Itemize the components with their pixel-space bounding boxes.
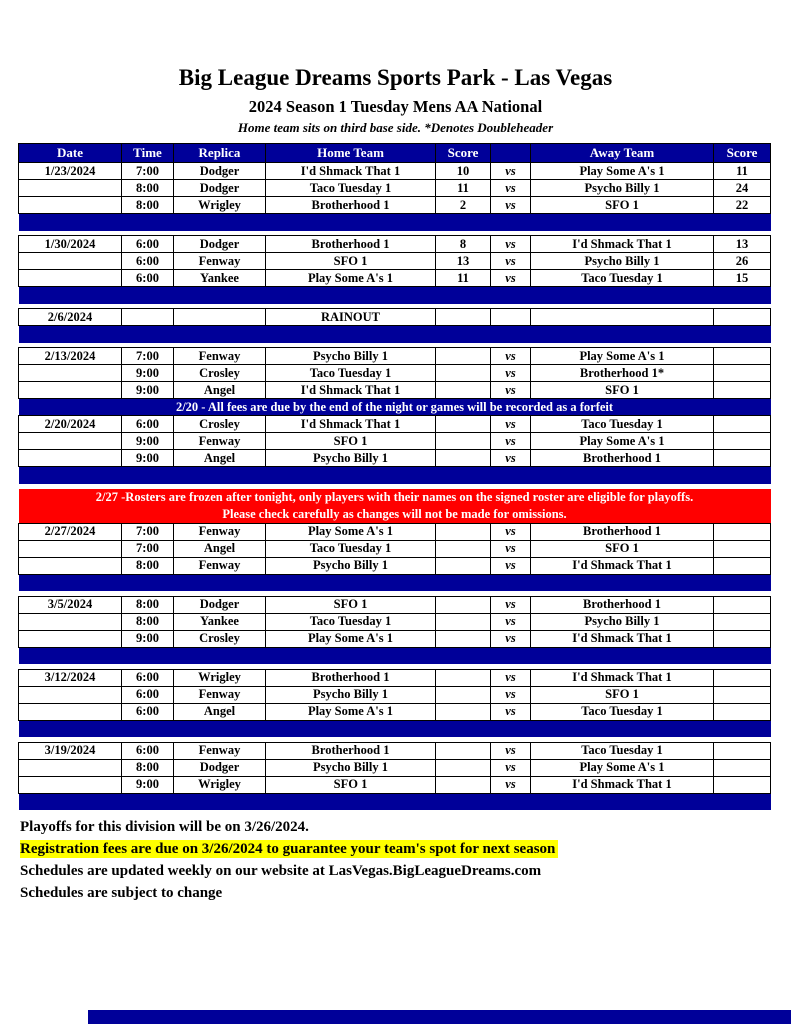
replica-cell: Angel (174, 540, 266, 557)
replica-cell: Dodger (174, 163, 266, 180)
time-cell: 6:00 (122, 703, 174, 720)
schedule-table (18, 143, 771, 810)
away-team-cell: I'd Shmack That 1 (531, 776, 714, 793)
date-cell (19, 557, 122, 574)
game-row (19, 540, 771, 557)
page-subtitle: 2024 Season 1 Tuesday Mens AA National (248, 97, 543, 116)
vs-cell: vs (491, 180, 531, 197)
replica-cell: Fenway (174, 686, 266, 703)
home-score-cell (436, 557, 491, 574)
away-score-cell: 26 (714, 253, 771, 270)
column-header-score: Score (714, 144, 771, 163)
footer-note-text: Schedules are updated weekly on our website at LasVegas.BigLeagueDreams.com (20, 863, 542, 879)
home-score-cell (436, 596, 491, 613)
date-cell (19, 433, 122, 450)
home-score-cell (436, 348, 491, 365)
game-row (19, 759, 771, 776)
bottom-blue-bar (88, 1010, 791, 1024)
roster-freeze-note-row (19, 489, 771, 524)
home-team-cell: Psycho Billy 1 (266, 557, 436, 574)
time-cell: 8:00 (122, 613, 174, 630)
away-team-cell (531, 309, 714, 326)
separator-row (19, 287, 771, 304)
home-team-cell: Psycho Billy 1 (266, 759, 436, 776)
fees-due-note-text: 2/20 - All fees are due by the end of the night or games will be recorded as a forfeit (19, 399, 771, 416)
vs-cell: vs (491, 416, 531, 433)
home-team-cell: Play Some A's 1 (266, 270, 436, 287)
date-cell: 2/20/2024 (19, 416, 122, 433)
away-team-cell: SFO 1 (531, 686, 714, 703)
away-team-cell: Play Some A's 1 (531, 433, 714, 450)
time-cell: 8:00 (122, 596, 174, 613)
away-score-cell (714, 557, 771, 574)
time-cell: 6:00 (122, 742, 174, 759)
away-score-cell (714, 523, 771, 540)
home-team-cell: Psycho Billy 1 (266, 450, 436, 467)
vs-cell: vs (491, 450, 531, 467)
vs-cell: vs (491, 253, 531, 270)
away-team-cell: Play Some A's 1 (531, 163, 714, 180)
replica-cell: Wrigley (174, 776, 266, 793)
vs-cell: vs (491, 348, 531, 365)
home-score-cell (436, 433, 491, 450)
away-score-cell (714, 742, 771, 759)
date-cell (19, 686, 122, 703)
replica-cell (174, 309, 266, 326)
home-team-cell: SFO 1 (266, 253, 436, 270)
vs-cell: vs (491, 433, 531, 450)
home-team-cell: I'd Shmack That 1 (266, 163, 436, 180)
time-cell: 9:00 (122, 776, 174, 793)
home-team-note: Home team sits on third base side. *Denotes Doubleheader (237, 120, 554, 135)
home-score-cell (436, 669, 491, 686)
rainout-row (19, 309, 771, 326)
away-team-cell: Taco Tuesday 1 (531, 270, 714, 287)
game-row (19, 523, 771, 540)
date-cell (19, 270, 122, 287)
replica-cell: Angel (174, 703, 266, 720)
roster-freeze-note-text (19, 489, 771, 524)
vs-cell: vs (491, 197, 531, 214)
home-score-cell (436, 613, 491, 630)
vs-cell (491, 309, 531, 326)
away-team-cell: Play Some A's 1 (531, 348, 714, 365)
date-cell: 3/12/2024 (19, 669, 122, 686)
footer-line (20, 882, 791, 904)
away-team-cell: Brotherhood 1 (531, 450, 714, 467)
away-score-cell (714, 613, 771, 630)
date-cell (19, 703, 122, 720)
home-score-cell (436, 450, 491, 467)
home-score-cell (436, 686, 491, 703)
vs-cell: vs (491, 163, 531, 180)
date-cell (19, 197, 122, 214)
away-score-cell (714, 348, 771, 365)
vs-cell: vs (491, 270, 531, 287)
table-header-row (19, 144, 771, 163)
home-score-cell: 2 (436, 197, 491, 214)
game-row (19, 703, 771, 720)
time-cell: 8:00 (122, 180, 174, 197)
footer-note-text: Playoffs for this division will be on 3/26/2024. (20, 819, 309, 835)
replica-cell: Fenway (174, 523, 266, 540)
home-team-cell: Taco Tuesday 1 (266, 180, 436, 197)
footer-line (20, 838, 791, 860)
time-cell: 9:00 (122, 450, 174, 467)
home-score-cell: 11 (436, 180, 491, 197)
game-row (19, 557, 771, 574)
separator-row (19, 326, 771, 343)
date-cell: 3/5/2024 (19, 596, 122, 613)
away-team-cell: Psycho Billy 1 (531, 613, 714, 630)
replica-cell: Crosley (174, 630, 266, 647)
date-cell (19, 365, 122, 382)
separator-row (19, 720, 771, 737)
column-header-vs (491, 144, 531, 163)
away-team-cell: Taco Tuesday 1 (531, 742, 714, 759)
vs-cell: vs (491, 236, 531, 253)
home-score-cell: 13 (436, 253, 491, 270)
home-team-cell: SFO 1 (266, 596, 436, 613)
replica-cell: Angel (174, 450, 266, 467)
column-header-time: Time (122, 144, 174, 163)
away-score-cell (714, 703, 771, 720)
away-team-cell: Play Some A's 1 (531, 759, 714, 776)
away-score-cell (714, 686, 771, 703)
game-row (19, 630, 771, 647)
home-team-cell: Taco Tuesday 1 (266, 365, 436, 382)
date-cell (19, 180, 122, 197)
home-team-cell: I'd Shmack That 1 (266, 416, 436, 433)
away-score-cell (714, 540, 771, 557)
time-cell: 6:00 (122, 253, 174, 270)
game-row (19, 365, 771, 382)
game-row (19, 348, 771, 365)
away-score-cell (714, 416, 771, 433)
replica-cell: Dodger (174, 596, 266, 613)
home-score-cell (436, 776, 491, 793)
footer-note-text: Schedules are subject to change (20, 885, 223, 901)
blue-divider (19, 287, 771, 304)
separator-row (19, 214, 771, 231)
game-row (19, 382, 771, 399)
time-cell: 8:00 (122, 759, 174, 776)
away-team-cell: Psycho Billy 1 (531, 253, 714, 270)
separator-row (19, 574, 771, 591)
time-cell (122, 309, 174, 326)
away-team-cell: Brotherhood 1 (531, 596, 714, 613)
game-row (19, 450, 771, 467)
game-row (19, 163, 771, 180)
footer-line (20, 816, 791, 838)
date-cell: 2/6/2024 (19, 309, 122, 326)
home-team-cell: SFO 1 (266, 776, 436, 793)
away-team-cell: SFO 1 (531, 382, 714, 399)
game-row (19, 197, 771, 214)
away-score-cell (714, 596, 771, 613)
date-cell: 2/13/2024 (19, 348, 122, 365)
game-row (19, 613, 771, 630)
home-score-cell (436, 742, 491, 759)
away-score-cell (714, 382, 771, 399)
time-cell: 9:00 (122, 630, 174, 647)
away-score-cell (714, 309, 771, 326)
date-cell: 3/19/2024 (19, 742, 122, 759)
game-row (19, 180, 771, 197)
blue-divider (19, 647, 771, 664)
date-cell (19, 253, 122, 270)
away-team-cell: Psycho Billy 1 (531, 180, 714, 197)
registration-fees-highlighted-note: Registration fees are due on 3/26/2024 to guarantee your team's spot for next season (20, 840, 558, 858)
vs-cell: vs (491, 382, 531, 399)
time-cell: 8:00 (122, 197, 174, 214)
column-header-away-team: Away Team (531, 144, 714, 163)
date-cell (19, 759, 122, 776)
game-row (19, 236, 771, 253)
home-team-cell: Play Some A's 1 (266, 630, 436, 647)
away-score-cell: 15 (714, 270, 771, 287)
away-team-cell: Brotherhood 1 (531, 523, 714, 540)
replica-cell: Crosley (174, 416, 266, 433)
date-cell (19, 382, 122, 399)
vs-cell: vs (491, 557, 531, 574)
time-cell: 6:00 (122, 270, 174, 287)
vs-cell: vs (491, 365, 531, 382)
home-team-cell: Brotherhood 1 (266, 197, 436, 214)
vs-cell: vs (491, 613, 531, 630)
time-cell: 9:00 (122, 433, 174, 450)
date-cell: 1/30/2024 (19, 236, 122, 253)
time-cell: 9:00 (122, 365, 174, 382)
game-row (19, 270, 771, 287)
game-row (19, 596, 771, 613)
separator-row (19, 647, 771, 664)
vs-cell: vs (491, 523, 531, 540)
separator-row (19, 467, 771, 484)
away-team-cell: Brotherhood 1* (531, 365, 714, 382)
home-score-cell (436, 759, 491, 776)
vs-cell: vs (491, 742, 531, 759)
away-score-cell (714, 759, 771, 776)
date-cell (19, 540, 122, 557)
replica-cell: Dodger (174, 236, 266, 253)
footer-notes (20, 816, 791, 904)
replica-cell: Yankee (174, 613, 266, 630)
page-title: Big League Dreams Sports Park - Las Vegas (178, 65, 613, 90)
away-team-cell: I'd Shmack That 1 (531, 236, 714, 253)
away-team-cell: I'd Shmack That 1 (531, 557, 714, 574)
roster-freeze-note-line: 2/27 -Rosters are frozen after tonight, only players with their names on the signed roster are eligible for playoffs. (95, 489, 694, 504)
home-score-cell (436, 416, 491, 433)
vs-cell: vs (491, 776, 531, 793)
away-score-cell: 13 (714, 236, 771, 253)
vs-cell: vs (491, 630, 531, 647)
home-team-cell: Taco Tuesday 1 (266, 540, 436, 557)
column-header-date: Date (19, 144, 122, 163)
away-team-cell: SFO 1 (531, 197, 714, 214)
game-row (19, 776, 771, 793)
away-team-cell: Taco Tuesday 1 (531, 416, 714, 433)
blue-divider (19, 720, 771, 737)
time-cell: 7:00 (122, 348, 174, 365)
date-cell: 2/27/2024 (19, 523, 122, 540)
home-score-cell (436, 540, 491, 557)
home-score-cell (436, 365, 491, 382)
game-row (19, 686, 771, 703)
game-row (19, 742, 771, 759)
date-cell (19, 630, 122, 647)
home-score-cell: 10 (436, 163, 491, 180)
game-row (19, 433, 771, 450)
home-score-cell (436, 630, 491, 647)
vs-cell: vs (491, 686, 531, 703)
column-header-score: Score (436, 144, 491, 163)
away-score-cell (714, 630, 771, 647)
home-team-cell: Taco Tuesday 1 (266, 613, 436, 630)
blue-divider (19, 793, 771, 810)
home-score-cell: 11 (436, 270, 491, 287)
away-score-cell: 22 (714, 197, 771, 214)
away-team-cell: SFO 1 (531, 540, 714, 557)
away-score-cell: 11 (714, 163, 771, 180)
replica-cell: Fenway (174, 742, 266, 759)
replica-cell: Crosley (174, 365, 266, 382)
time-cell: 9:00 (122, 382, 174, 399)
vs-cell: vs (491, 759, 531, 776)
fees-due-note-row (19, 399, 771, 416)
away-score-cell (714, 365, 771, 382)
game-row (19, 253, 771, 270)
blue-divider (19, 326, 771, 343)
column-header-home-team: Home Team (266, 144, 436, 163)
date-cell (19, 450, 122, 467)
replica-cell: Fenway (174, 253, 266, 270)
vs-cell: vs (491, 669, 531, 686)
home-team-cell: Brotherhood 1 (266, 669, 436, 686)
time-cell: 8:00 (122, 557, 174, 574)
home-team-cell: Brotherhood 1 (266, 236, 436, 253)
blue-divider (19, 214, 771, 231)
time-cell: 6:00 (122, 416, 174, 433)
replica-cell: Dodger (174, 759, 266, 776)
vs-cell: vs (491, 703, 531, 720)
column-header-replica: Replica (174, 144, 266, 163)
separator-row (19, 793, 771, 810)
home-score-cell (436, 703, 491, 720)
home-team-cell: Psycho Billy 1 (266, 686, 436, 703)
time-cell: 7:00 (122, 523, 174, 540)
home-score-cell (436, 309, 491, 326)
away-team-cell: I'd Shmack That 1 (531, 669, 714, 686)
footer-line (20, 860, 791, 882)
home-score-cell (436, 523, 491, 540)
replica-cell: Dodger (174, 180, 266, 197)
home-team-cell: Brotherhood 1 (266, 742, 436, 759)
home-team-cell: Play Some A's 1 (266, 703, 436, 720)
away-score-cell (714, 433, 771, 450)
replica-cell: Yankee (174, 270, 266, 287)
replica-cell: Wrigley (174, 669, 266, 686)
replica-cell: Wrigley (174, 197, 266, 214)
time-cell: 6:00 (122, 686, 174, 703)
date-cell (19, 613, 122, 630)
home-team-cell: Psycho Billy 1 (266, 348, 436, 365)
roster-freeze-note-line: Please check carefully as changes will not be made for omissions. (222, 506, 567, 521)
time-cell: 6:00 (122, 669, 174, 686)
home-team-cell: SFO 1 (266, 433, 436, 450)
replica-cell: Angel (174, 382, 266, 399)
home-score-cell: 8 (436, 236, 491, 253)
home-team-cell: RAINOUT (266, 309, 436, 326)
replica-cell: Fenway (174, 433, 266, 450)
away-score-cell (714, 669, 771, 686)
time-cell: 7:00 (122, 540, 174, 557)
time-cell: 6:00 (122, 236, 174, 253)
date-cell (19, 776, 122, 793)
vs-cell: vs (491, 596, 531, 613)
replica-cell: Fenway (174, 557, 266, 574)
away-team-cell: I'd Shmack That 1 (531, 630, 714, 647)
blue-divider (19, 467, 771, 484)
home-score-cell (436, 382, 491, 399)
away-score-cell: 24 (714, 180, 771, 197)
vs-cell: vs (491, 540, 531, 557)
game-row (19, 669, 771, 686)
replica-cell: Fenway (174, 348, 266, 365)
blue-divider (19, 574, 771, 591)
time-cell: 7:00 (122, 163, 174, 180)
away-score-cell (714, 450, 771, 467)
date-cell: 1/23/2024 (19, 163, 122, 180)
away-team-cell: Taco Tuesday 1 (531, 703, 714, 720)
game-row (19, 416, 771, 433)
away-score-cell (714, 776, 771, 793)
home-team-cell: I'd Shmack That 1 (266, 382, 436, 399)
home-team-cell: Play Some A's 1 (266, 523, 436, 540)
